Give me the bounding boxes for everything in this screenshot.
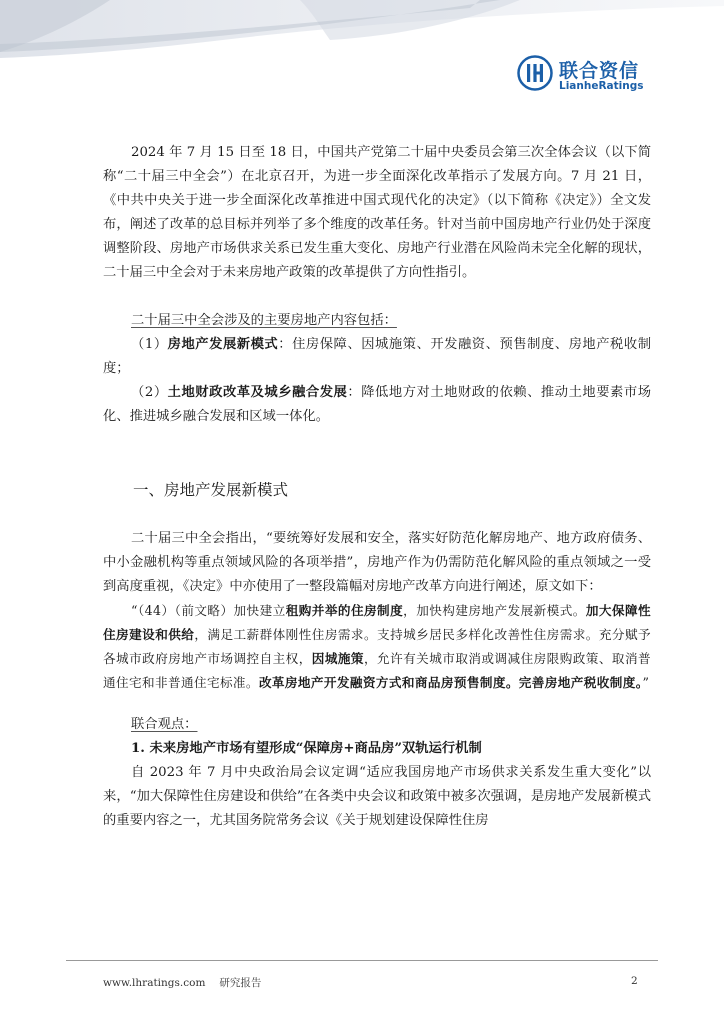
footer-doc-type: 研究报告 <box>219 977 262 989</box>
footer-website-link[interactable]: www.lhratings.com <box>103 977 206 989</box>
quote-text-2: ，加快构建房地产发展新模式。 <box>403 603 586 618</box>
summary-label <box>103 309 651 333</box>
item-1-number: （1） <box>131 337 168 352</box>
quote-bold-3: 因城施策 <box>311 651 364 666</box>
quote-bold-4: 改革房地产开发融资方式和商品房预售制度。完善房地产税收制度。 <box>258 675 643 690</box>
item-2-text: ：降低地方对土地财政的依赖、推动土地要素市场化、推进城乡融合发展和区域一体化。 <box>103 385 651 424</box>
logo-chinese-name: 联合资信 <box>559 60 640 82</box>
item-1-title: 房地产发展新模式 <box>167 337 279 352</box>
quote-bold-1: 租购并举的住房制度 <box>285 603 404 618</box>
page-number: 2 <box>631 975 638 987</box>
viewpoint-label <box>103 713 651 737</box>
quote-bold-2: 加大保障性住房建设和供给 <box>103 603 651 642</box>
summary-item-2 <box>103 381 651 429</box>
lianhe-logo-icon <box>517 55 553 91</box>
footer-divider <box>66 960 658 961</box>
section-1-heading: 一、房地产发展新模式 <box>133 481 289 499</box>
intro-paragraph: 2024 年 7 月 15 日至 18 日，中国共产党第二十届中央委员会第三次全体会议（以下简称“二十届三中全会”）在北京召开，为进一步全面深化改革指示了发展方向。7 月 21 日，《中共中央关于进一步全面深化改革推进中国式现代化的决定》（以下简称《决定》）全文发布，阐述了改革的总目标并列举了多个维度的改革任务。针对当前中国房地产行业仍处于深度调整阶段、房地产市场供求关系已发生重大变化、房地产行业潜在风险尚未完全化解的现状，二十届三中全会对于未来房地产政策的改革提供了方向性指引。 <box>103 145 651 280</box>
footer-info <box>103 975 275 990</box>
item-2-title: 土地财政改革及城乡融合发展 <box>167 385 348 400</box>
subsection-1-paragraph: 自 2023 年 7 月中央政治局会议定调“适应我国房地产市场供求关系发生重大变化”以来，“加大保障性住房建设和供给”在各类中央会议和政策中被多次强调，是房地产发展新模式的重要内容之一，尤其国务院常务会议《关于规划建设保障性住房 <box>103 765 651 828</box>
document-body <box>103 141 651 833</box>
quote-text-4: ，允许有关城市取消或调减住房限购政策、取消普通住宅和非普通住宅标准。 <box>103 651 651 690</box>
quote-text-5: ” <box>642 675 650 690</box>
logo-english-name: LianheRatings <box>559 80 644 92</box>
summary-item-1 <box>103 333 651 381</box>
viewpoint-label-text: 联合观点： <box>131 717 198 732</box>
subsection-1-heading: 1. 未来房地产市场有望形成“保障房+商品房”双轨运行机制 <box>131 741 482 756</box>
summary-label-text: 二十届三中全会涉及的主要房地产内容包括： <box>131 313 397 328</box>
item-2-number: （2） <box>131 385 168 400</box>
policy-quote <box>103 599 651 695</box>
quote-text-1: “（44）（前文略）加快建立 <box>131 603 286 618</box>
section-1-paragraph: 二十届三中全会指出，“要统筹好发展和安全，落实好防范化解房地产、地方政府债务、中小金融机构等重点领域风险的各项举措”，房地产作为仍需防范化解风险的重点领域之一受到高度重视，《决定》中亦使用了一整段篇幅对房地产改革方向进行阐述，原文如下： <box>103 531 651 594</box>
quote-text-3: ，满足工薪群体刚性住房需求。支持城乡居民多样化改善性住房需求。充分赋予各城市政府房地产市场调控自主权， <box>103 627 651 666</box>
item-1-text: ：住房保障、因城施策、开发融资、预售制度、房地产税收制度； <box>103 337 652 376</box>
company-logo <box>517 55 647 95</box>
